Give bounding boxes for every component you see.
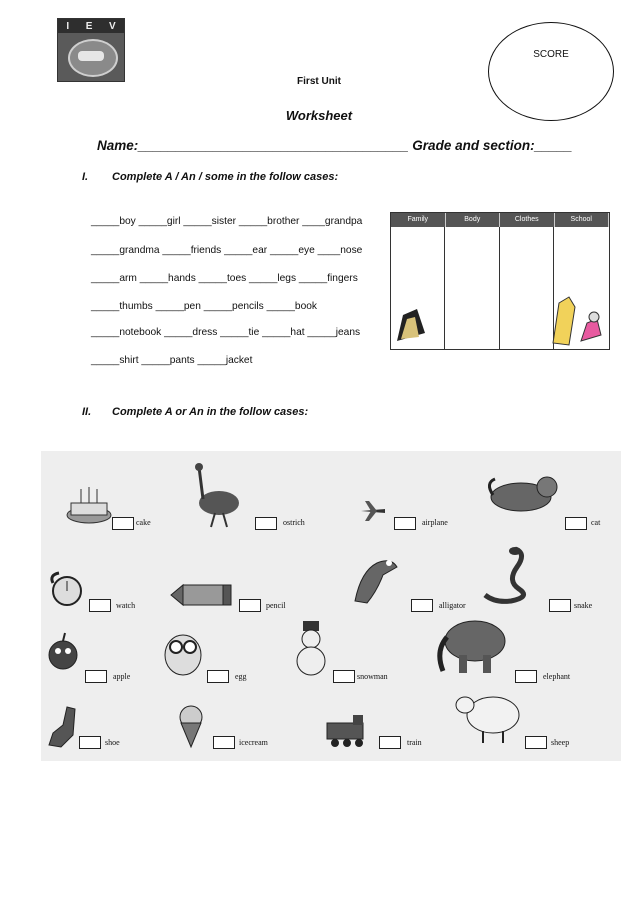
answer-box[interactable] — [255, 517, 277, 530]
table-header: Clothes — [500, 213, 555, 227]
vocab-word: shoe — [105, 738, 120, 747]
answer-box[interactable] — [549, 599, 571, 612]
answer-box[interactable] — [213, 736, 235, 749]
vocab-word: elephant — [543, 672, 571, 681]
airplane-icon — [359, 499, 387, 523]
table-header: School — [555, 213, 610, 227]
pencil-character-icon — [547, 289, 605, 347]
elephant-icon — [433, 615, 513, 677]
section-2-number: II. — [82, 406, 92, 418]
train-icon — [323, 713, 373, 749]
vocab-word: cat — [591, 518, 601, 527]
logo-emblem-icon — [68, 39, 118, 77]
answer-box[interactable] — [333, 670, 355, 683]
score-label: SCORE — [533, 49, 569, 60]
section-1-heading — [82, 171, 338, 183]
answer-box[interactable] — [525, 736, 547, 749]
exercise-line: _____thumbs _____pen _____pencils _____book — [91, 301, 318, 312]
ostrich-icon — [189, 461, 241, 529]
snake-icon — [481, 543, 541, 607]
worksheet-title: Worksheet — [285, 108, 353, 123]
egg-icon — [161, 627, 205, 677]
answer-box[interactable] — [394, 517, 416, 530]
exercise-line: _____arm _____hands _____toes _____legs _____fingers — [91, 273, 358, 284]
answer-box[interactable] — [379, 736, 401, 749]
cake-icon — [65, 485, 113, 525]
vocab-word: snowman — [357, 672, 388, 681]
vocab-word: apple — [113, 672, 131, 681]
vocab-word: alligator — [439, 601, 466, 610]
snowman-icon — [293, 619, 329, 677]
answer-box[interactable] — [565, 517, 587, 530]
exercise-line: _____boy _____girl _____sister _____brother ____grandpa — [91, 216, 363, 227]
vocab-word: cake — [136, 518, 151, 527]
sheep-icon — [453, 685, 523, 745]
school-logo — [57, 18, 125, 82]
category-table — [390, 212, 610, 350]
logo-letter: I — [66, 20, 70, 32]
logo-letter: E — [85, 20, 93, 32]
unit-title: First Unit — [297, 76, 341, 87]
section-1-number: I. — [82, 171, 89, 183]
vocab-word: airplane — [422, 518, 448, 527]
shoe-icon — [45, 705, 79, 749]
name-grade-line: Name:____________________________________ Grade and section:_____ — [97, 138, 573, 153]
vocab-word: egg — [235, 672, 247, 681]
logo-letter: V — [109, 20, 116, 32]
answer-box[interactable] — [411, 599, 433, 612]
vocab-word: sheep — [551, 738, 570, 747]
answer-box[interactable] — [89, 599, 111, 612]
apple-icon — [45, 631, 81, 673]
answer-box[interactable] — [239, 599, 261, 612]
table-header: Body — [446, 213, 501, 227]
vocabulary-board — [41, 451, 621, 761]
vocab-word: ostrich — [283, 518, 305, 527]
section-2-instruction: Complete A or An in the follow cases: — [112, 406, 309, 418]
vocab-word: watch — [116, 601, 136, 610]
answer-box[interactable] — [79, 736, 101, 749]
exercise-line: _____shirt _____pants _____jacket — [91, 355, 253, 366]
section-2-heading — [82, 406, 308, 418]
watch-icon — [47, 569, 87, 611]
alligator-icon — [347, 551, 403, 607]
answer-box[interactable] — [515, 670, 537, 683]
rucksack-icon — [393, 303, 429, 345]
table-header: Family — [391, 213, 446, 227]
icecream-icon — [173, 703, 209, 749]
cat-icon — [485, 473, 563, 517]
vocab-word: train — [407, 738, 422, 747]
vocab-word: icecream — [239, 738, 268, 747]
pencil-icon — [169, 579, 233, 611]
section-1-instruction: Complete A / An / some in the follow cases: — [112, 171, 339, 183]
score-oval — [488, 22, 614, 121]
vocab-word: snake — [574, 601, 593, 610]
exercise-line: _____notebook _____dress _____tie _____hat _____jeans — [91, 327, 361, 338]
answer-box[interactable] — [112, 517, 134, 530]
answer-box[interactable] — [207, 670, 229, 683]
answer-box[interactable] — [85, 670, 107, 683]
vocab-word: pencil — [266, 601, 286, 610]
exercise-line: _____grandma _____friends _____ear _____eye ____nose — [91, 245, 363, 256]
